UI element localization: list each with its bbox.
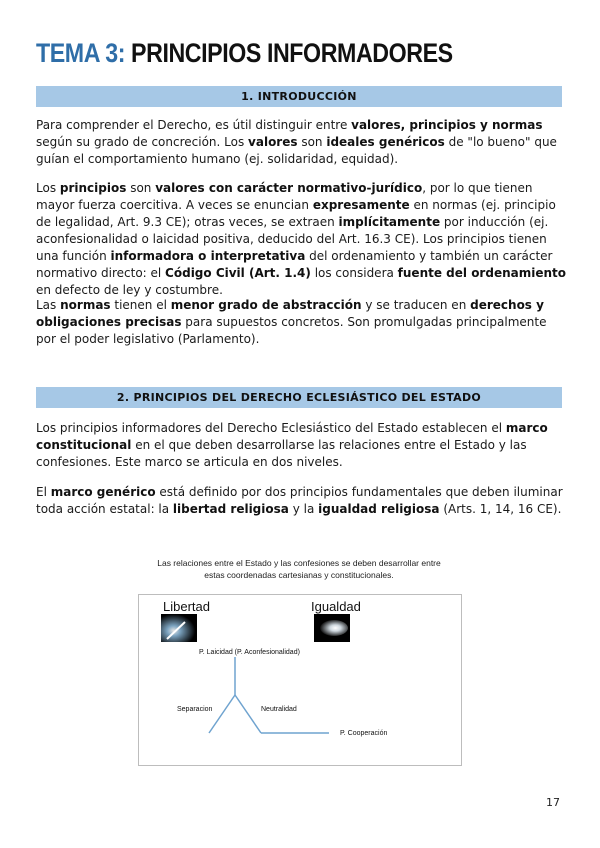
igualdad-light xyxy=(320,620,348,636)
label-igualdad: Igualdad xyxy=(311,599,361,614)
caption-line-2: estas coordenadas cartesianas y constitucionales. xyxy=(204,570,394,580)
section-1-heading: 1. INTRODUCCIÓN xyxy=(36,86,562,107)
label-neutralidad: Neutralidad xyxy=(261,706,297,713)
diagram-svg xyxy=(139,595,461,765)
section-2-paragraph-2: El marco genérico está definido por dos principios fundamentales que deben iluminar toda acción estatal: la libertad religiosa y la igualdad religiosa (Arts. 1, 14, 16 CE). xyxy=(36,485,563,516)
page-title xyxy=(36,38,453,69)
label-libertad: Libertad xyxy=(163,599,210,614)
label-separacion: Separacion xyxy=(177,706,213,713)
title-text: PRINCIPIOS INFORMADORES xyxy=(131,38,453,68)
section-1-paragraph-3: Las normas tienen el menor grado de abstracción y se traducen en derechos y obligaciones precisas para supuestos concretos. Son promulgadas principalmente por el poder legislativo (Parlamento). xyxy=(36,298,547,346)
caption-line-1: Las relaciones entre el Estado y las confesiones se deben desarrollar entre xyxy=(157,558,441,568)
page-number: 17 xyxy=(546,796,560,809)
axis-left-diagonal xyxy=(209,695,235,733)
coordinates-diagram xyxy=(138,594,462,766)
section-1-paragraph-1: Para comprender el Derecho, es útil distinguir entre valores, principios y normas según su grado de concreción. Los valores son ideales genéricos de "lo bueno" que guían el comportamiento humano (ej. solidaridad, equidad). xyxy=(36,118,557,166)
section-1-paragraph-2: Los principios son valores con carácter normativo-jurídico, por lo que tienen mayor fuerza coercitiva. A veces se enuncian expresamente en normas (ej. principio de legalidad, Art. 9.3 CE); otras veces, se extraen implícitamente por inducción (ej. aconfesionalidad o laicidad positiva, deducido del Art. 16.3 CE). Los principios tienen una función informadora o interpretativa del ordenamiento y también un carácter normativo directo: el Código Civil (Art. 1.4) los considera fuente del ordenamiento en defecto de ley y costumbre. xyxy=(36,181,566,297)
title-number: TEMA 3: xyxy=(36,38,126,68)
axes-lines xyxy=(209,657,329,733)
label-cooperacion: P. Cooperación xyxy=(340,730,388,737)
axis-right-diagonal xyxy=(235,695,261,733)
label-laicidad: P. Laicidad (P. Aconfesionalidad) xyxy=(199,649,300,656)
section-2-heading: 2. PRINCIPIOS DEL DERECHO ECLESIÁSTICO DEL ESTADO xyxy=(36,387,562,408)
section-2-paragraph-1: Los principios informadores del Derecho Eclesiástico del Estado establecen el marco constitucional en el que deben desarrollarse las relaciones entre el Estado y las confesiones. Este marco se articula en dos niveles. xyxy=(36,421,548,469)
figure-caption xyxy=(138,557,460,581)
